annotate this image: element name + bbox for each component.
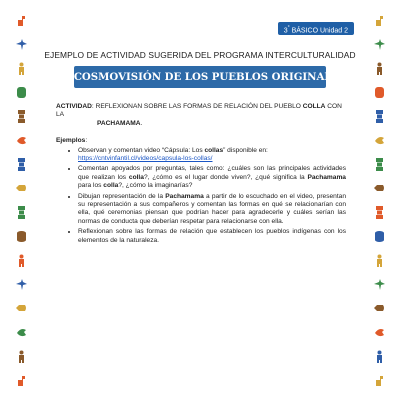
activity-paragraph (56, 103, 346, 128)
bird-icon (374, 320, 385, 344)
figure-icon (374, 248, 385, 272)
figure-icon (16, 248, 27, 272)
activity-second-line (56, 120, 346, 128)
condor-icon (16, 272, 27, 296)
item2-colla-1: colla (128, 173, 144, 181)
item2-pachamama: Pachamama (307, 173, 346, 181)
grade-unit-text: BÁSICO Unidad 2 (289, 27, 348, 35)
activity-pueblo: COLLA (302, 103, 326, 110)
totem-icon (16, 104, 27, 128)
llama-icon (16, 368, 27, 392)
item1-collas: collas (204, 146, 224, 154)
fish-icon (16, 296, 27, 320)
item1-text-c: ” disponible en: (223, 146, 268, 154)
video-link[interactable]: https://cntvinfantil.cl/videos/capsula-los-collas/ (78, 155, 213, 163)
bird-icon (16, 128, 27, 152)
activity-label: ACTIVIDAD (56, 103, 92, 110)
grade-ordinal: ° (287, 25, 290, 31)
figure-icon (374, 344, 385, 368)
bird-icon (16, 320, 27, 344)
figure-icon (16, 344, 27, 368)
right-icon-border (372, 8, 386, 392)
item3-text-c: a partir de lo escuchado en el video, presentan su representación a sus compañeros y comentan las formas en qué se relacionarían con ella, qué ceremonias piensan que podrían hacer para agradecerle y cuáles serían las normas de conducta que deberían respetar para relacionarse con ella. (78, 192, 346, 225)
activity-period: . (140, 119, 143, 127)
activity-content (56, 103, 346, 247)
totem-icon (374, 104, 385, 128)
list-item (78, 193, 346, 227)
fish-icon (374, 296, 385, 320)
page-subtitle: EJEMPLO DE ACTIVIDAD SUGERIDA DEL PROGRAMA INTERCULTURALIDAD (44, 50, 356, 60)
item2-text-e: para los (78, 182, 104, 190)
condor-icon (374, 272, 385, 296)
activity-text-c: CON LA (56, 103, 342, 119)
item3-pachamama: Pachamama (165, 192, 204, 200)
llama-icon (374, 8, 385, 32)
grade-number: 3 (283, 27, 288, 35)
fish-icon (16, 176, 27, 200)
drum-icon (16, 224, 27, 248)
examples-heading (56, 137, 346, 145)
mask-icon (16, 80, 27, 104)
item2-text-g: ?, ¿cómo la imaginarías? (118, 182, 193, 190)
left-icon-border (14, 8, 28, 392)
mask-icon (374, 80, 385, 104)
list-item (78, 147, 346, 164)
item3-text-a: Dibujan representación de la (78, 192, 166, 200)
examples-colon: : (85, 137, 88, 145)
item2-text-c: ?, ¿cómo es el lugar donde viven?, ¿qué significa la (143, 173, 308, 181)
fish-icon (374, 176, 385, 200)
llama-icon (16, 8, 27, 32)
totem-icon (16, 200, 27, 224)
examples-list (56, 147, 346, 245)
axis-title: EJE: COSMOVISIÓN DE LOS PUEBLOS ORIGINARIOS (46, 71, 354, 83)
llama-icon (374, 368, 385, 392)
item2-colla-2: colla (103, 182, 119, 190)
item4-text: Reflexionan sobre las formas de relación que establecen los pueblos indígenas con los elementos de la naturaleza. (78, 228, 346, 244)
grade-unit-badge (278, 22, 354, 35)
bird-icon (374, 128, 385, 152)
totem-icon (374, 200, 385, 224)
totem-icon (374, 152, 385, 176)
drum-icon (374, 224, 385, 248)
activity-text-a: : REFLEXIONAN SOBRE LAS FORMAS DE RELACIÓN DEL PUEBLO (91, 103, 303, 110)
list-item (78, 228, 346, 245)
item1-text-a: Observan y comentan video “Cápsula: Los (78, 146, 205, 154)
examples-title: Ejemplos (56, 137, 86, 145)
activity-pachamama: PACHAMAMA (97, 119, 141, 127)
item2-text-a: Comentan apoyados por preguntas, tales como: ¿cuáles son las principales actividades que realizan los (78, 165, 346, 181)
totem-icon (16, 152, 27, 176)
axis-title-banner (46, 66, 354, 88)
list-item (78, 165, 346, 190)
